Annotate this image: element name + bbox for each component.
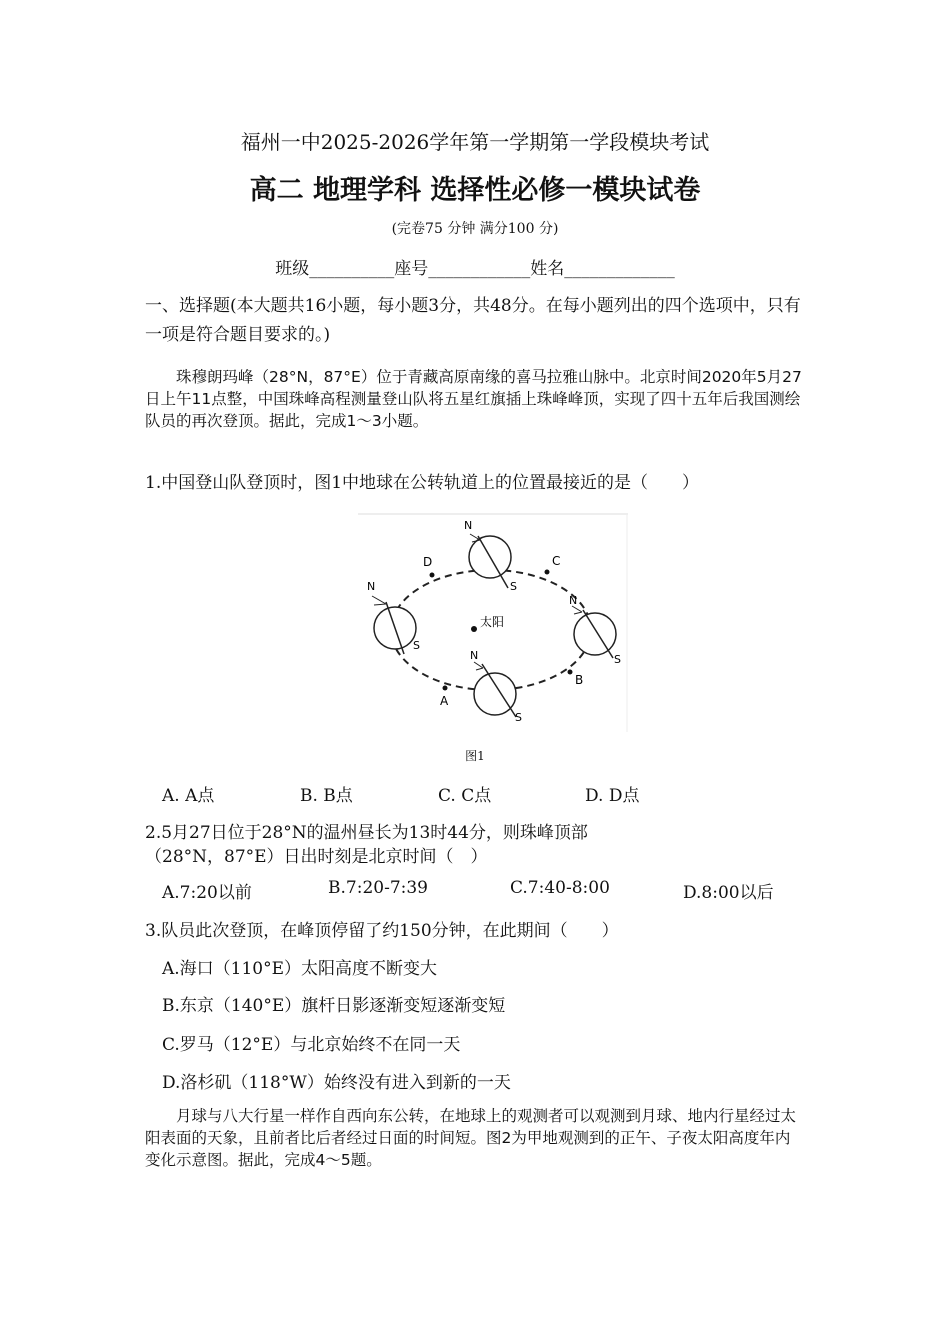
orbit-point-b — [568, 670, 573, 675]
q3-option-b: B.东京（140°E）旗杆日影逐渐变短逐渐变短 — [162, 996, 506, 1016]
question-3-stem: 3.队员此次登顶，在峰顶停留了约150分钟，在此期间（ ） — [145, 921, 619, 941]
q3-option-d: D.洛杉矶（118°W）始终没有进入到新的一天 — [162, 1073, 511, 1093]
q3-option-a: A.海口（110°E）太阳高度不断变大 — [162, 959, 438, 979]
earth-left — [367, 580, 420, 654]
orbit-point-c-label: C — [552, 554, 561, 568]
question-2-stem-line1: 2.5月27日位于28°N的温州昼长为13时44分，则珠峰顶部 — [145, 823, 588, 843]
orbit-point-d — [430, 573, 435, 578]
earth-top — [464, 519, 517, 593]
figure-1-caption: 图1 — [465, 749, 485, 763]
orbit-point-c — [545, 570, 550, 575]
pole-s-label: S — [515, 711, 522, 724]
pole-s-label: S — [413, 639, 420, 652]
earth-right — [569, 594, 621, 666]
q1-option-c: C. C点 — [438, 786, 492, 806]
pole-n-label: N — [470, 649, 479, 662]
question-2-stem-line2: （28°N，87°E）日出时刻是北京时间（ ） — [145, 847, 488, 867]
school-exam-line: 福州一中2025-2026学年第一学期第一学段模块考试 — [240, 130, 710, 154]
sun-label: 太阳 — [480, 615, 505, 629]
passage-1: 珠穆朗玛峰（28°N，87°E）位于青藏高原南缘的喜马拉雅山脉中。北京时间2020年5月27日上午11点整，中国珠峰高程测量登山队将五星红旗插上珠峰峰顶，实现了四十五年后我国测绘队员的再次登顶。据此，完成1～3小题。 — [145, 368, 802, 430]
page-title: 高二 地理学科 选择性必修一模块试卷 — [249, 175, 701, 206]
q1-option-b: B. B点 — [300, 786, 353, 806]
q1-option-d: D. D点 — [585, 786, 640, 806]
pole-n-label: N — [464, 519, 473, 532]
sun-dot — [471, 626, 477, 632]
q2-option-b: B.7:20-7:39 — [328, 878, 428, 898]
q1-option-a: A. A点 — [162, 786, 215, 806]
pole-s-label: S — [510, 580, 517, 593]
student-info-line: 班级__________座号____________姓名_____________ — [275, 259, 675, 279]
question-1-stem: 1.中国登山队登顶时，图1中地球在公转轨道上的位置最接近的是（ ） — [145, 473, 700, 493]
q2-option-c: C.7:40-8:00 — [510, 878, 610, 898]
q2-option-a: A.7:20以前 — [162, 883, 252, 903]
orbit-point-a-label: A — [440, 694, 449, 708]
orbit-path — [391, 570, 591, 690]
section-1-heading: 一、选择题(本大题共16小题，每小题3分，共48分。在每小题列出的四个选项中，只有一项是符合题目要求的。) — [145, 296, 801, 345]
q2-option-d: D.8:00以后 — [683, 883, 774, 903]
orbit-point-a — [443, 686, 448, 691]
passage-2: 月球与八大行星一样作自西向东公转，在地球上的观测者可以观测到月球、地内行星经过太阳表面的天象，且前者比后者经过日面的时间短。图2为甲地观测到的正午、子夜太阳高度年内变化示意图。据此，完成4～5题。 — [145, 1107, 797, 1169]
earth-orbit-diagram — [358, 512, 628, 732]
pole-n-label: N — [569, 594, 578, 607]
pole-s-label: S — [614, 653, 621, 666]
orbit-point-b-label: B — [575, 673, 584, 687]
earth-bottom — [470, 649, 522, 724]
exam-duration-note: (完卷75 分钟 满分100 分) — [391, 221, 559, 237]
q3-option-c: C.罗马（12°E）与北京始终不在同一天 — [162, 1035, 461, 1055]
orbit-point-d-label: D — [423, 555, 433, 569]
pole-n-label: N — [367, 580, 376, 593]
